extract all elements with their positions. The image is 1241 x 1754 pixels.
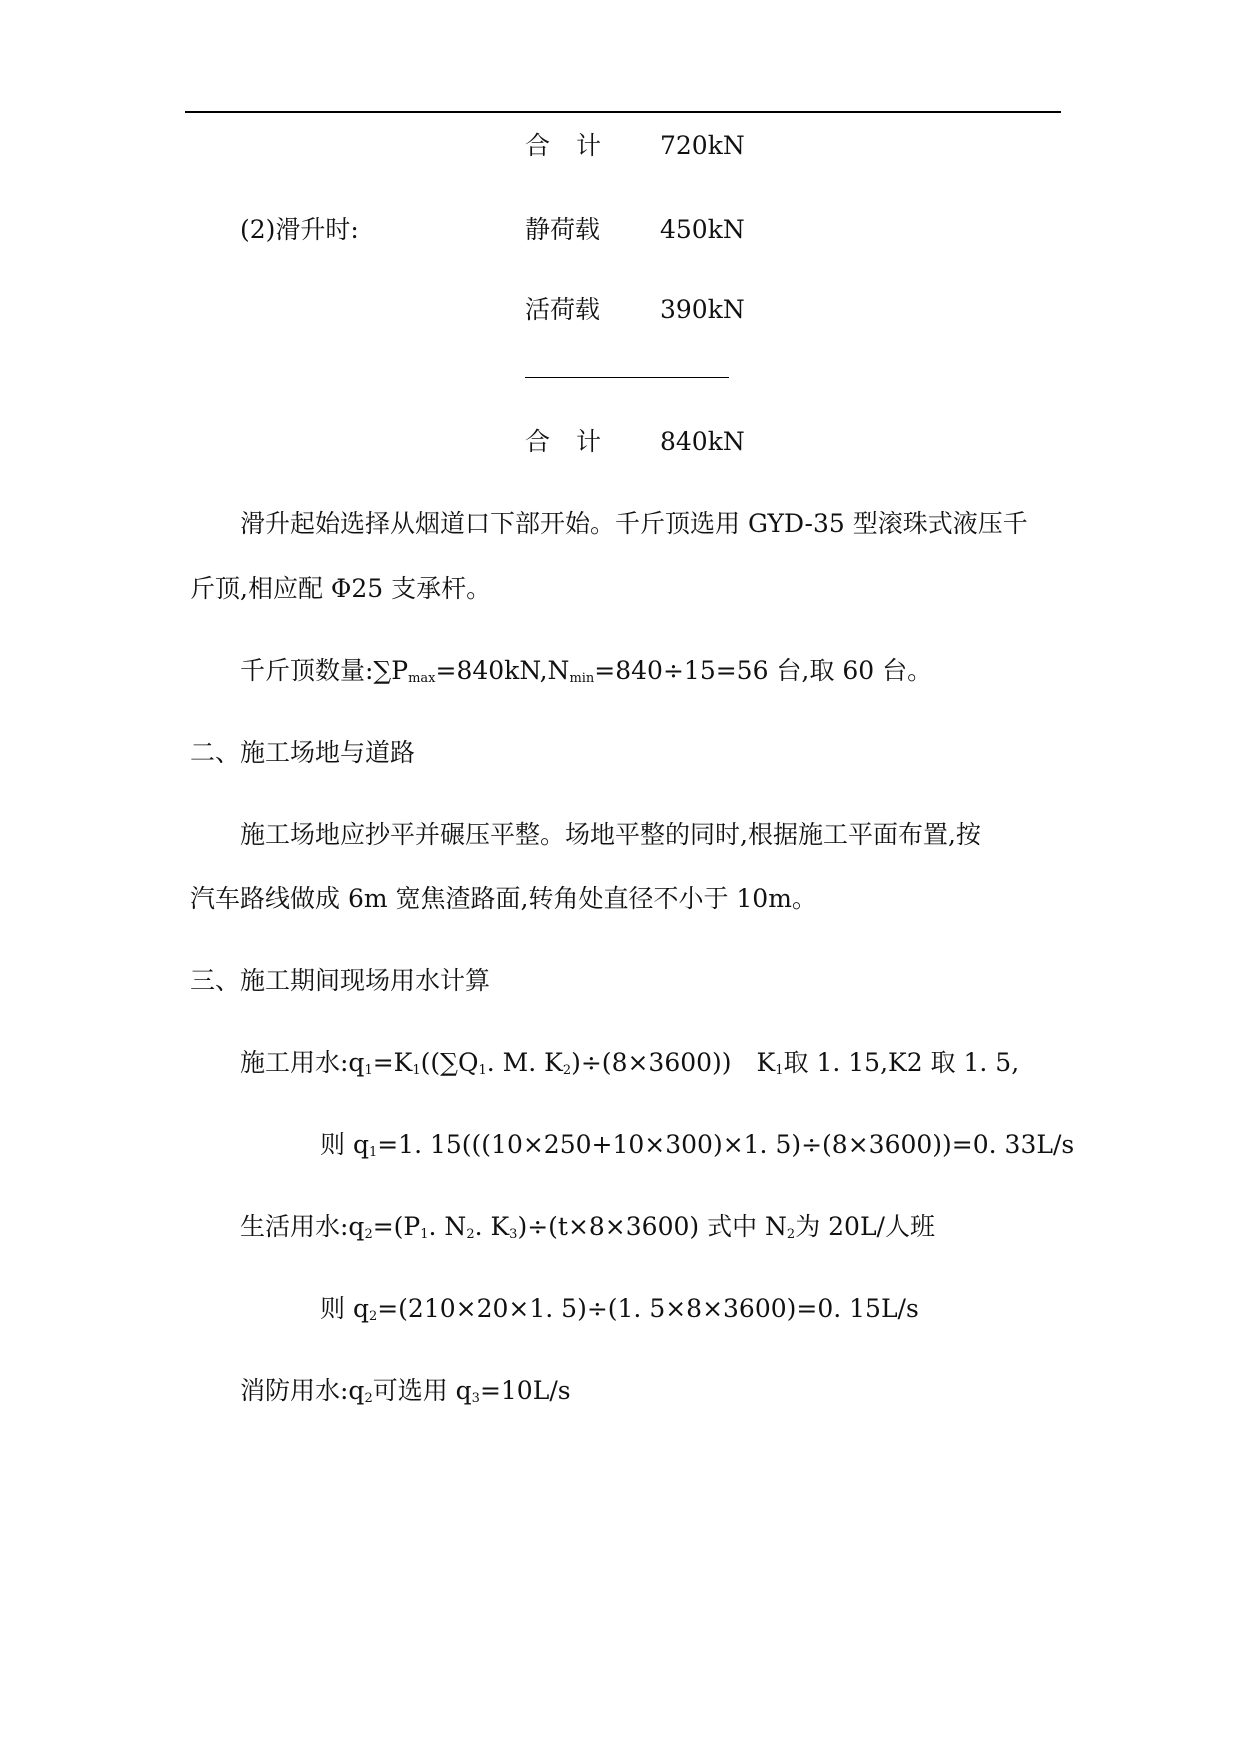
header-rule <box>185 111 1061 113</box>
heading-water-calc: 三、施工期间现场用水计算 <box>190 966 491 995</box>
row4-value: 840kN <box>660 427 745 456</box>
heading-site-roads: 二、施工场地与道路 <box>190 738 416 767</box>
para2-line1: 施工场地应抄平并碾压平整。场地平整的同时,根据施工平面布置,按 <box>240 820 981 849</box>
row3-value: 390kN <box>660 295 745 324</box>
para1-line1: 滑升起始选择从烟道口下部开始。千斤顶选用 GYD-35 型滚珠式液压千 <box>240 509 1028 538</box>
row2-value: 450kN <box>660 215 745 244</box>
row4-label: 合计 <box>525 427 628 456</box>
row3-label: 活荷载 <box>525 295 601 324</box>
row1-value: 720kN <box>660 131 745 160</box>
row2-label: 静荷载 <box>525 215 601 244</box>
jack-count-line: 千斤顶数量$:\sum P_{max}=840kN,N_{min}=840\div 15=56$ 台,取 60 台。 <box>240 656 933 686</box>
construction-water-eq: 施工用水$:q_1=K_1((\sum Q_1$. M. $K_2)\div(8\times 3600)$) $K_1$取 1. 15,K2 取 1. 5, <box>240 1048 1020 1078</box>
row1-label: 合计 <box>525 131 628 160</box>
construction-water-result: 则 $q_1=1$. 15(((10×250+10×300)×1. 5)÷(8×3600))=0. 33L/s <box>320 1130 1075 1160</box>
living-water-result: 则 $q_2=(210\times 20\times 1$. 5)÷(1. 5×8×3600)=0. 15L/s <box>320 1294 919 1324</box>
sum-rule <box>525 377 729 378</box>
para2-line2: 汽车路线做成 6m 宽焦渣路面,转角处直径不小于 10m。 <box>190 884 817 913</box>
living-water-eq: 生活用水$:q_2=(P_1$. $N_2$. $K_3)\div(t\times 8\times 3600)$ 式中 $N_2$为 20L/人班 <box>240 1212 935 1242</box>
para1-line2: 斤顶,相应配 Φ25 支承杆。 <box>190 574 492 603</box>
slide-title: (2)滑升时: <box>240 215 359 244</box>
fire-water-eq: 消防用水$:q_2$可选用 $q_3=10L/s$ <box>240 1376 571 1406</box>
